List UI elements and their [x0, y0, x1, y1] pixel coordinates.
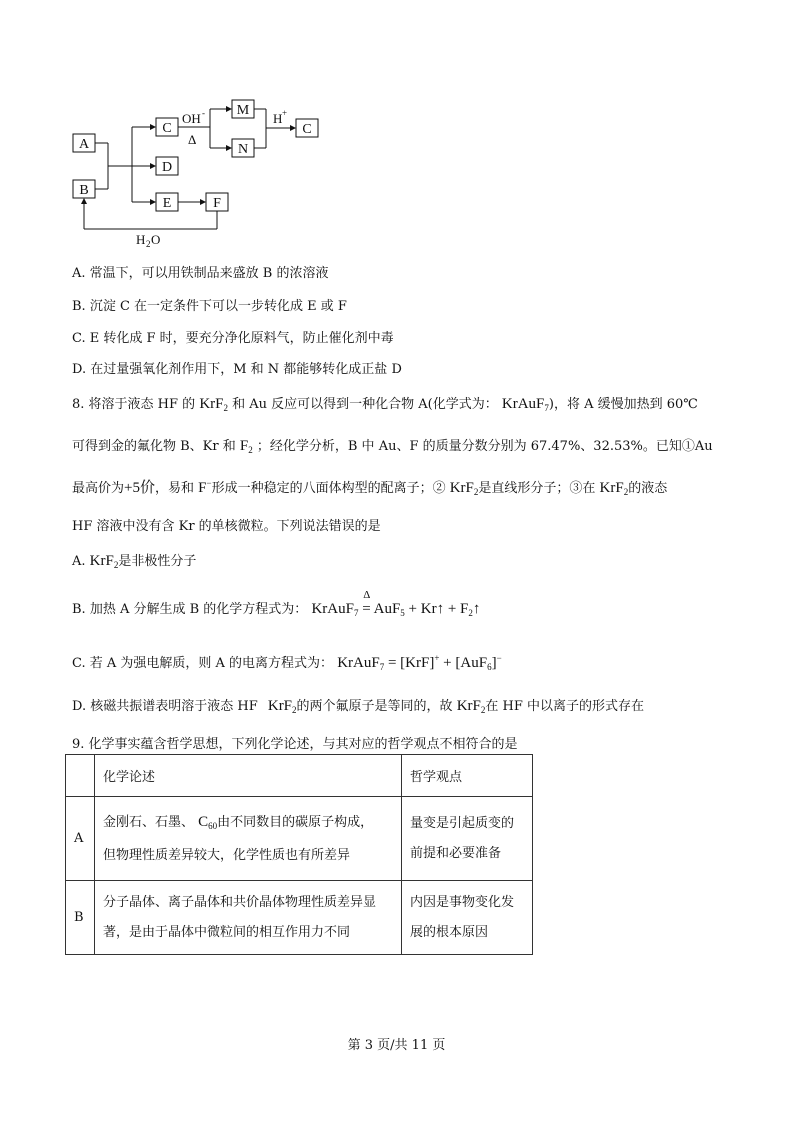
- water-h: H: [136, 232, 146, 247]
- q8-line-3: 最高价为+5价，易和 F−形成一种稳定的八面体构型的配离子；② KrF$_2$是直线形分子；③在 KrF$_2$的液态: [72, 478, 668, 497]
- row-statement: 金刚石、石墨、 $C_{60}$由不同数目的碳原子构成， 但物理性质差异较大，化学性质也有所差异: [95, 797, 402, 881]
- krf2-formula: KrF$_2$: [267, 698, 297, 715]
- q8-line-4: HF 溶液中没有含 Kr 的单核微粒。下列说法错误的是: [72, 519, 381, 534]
- node-c2: C: [302, 122, 312, 137]
- f2-formula: $F_2$: [239, 438, 253, 455]
- reaction-diagram: [60, 92, 340, 256]
- node-m: M: [236, 103, 250, 118]
- node-c: C: [162, 121, 172, 136]
- f-ion: F−: [198, 478, 212, 496]
- heat-symbol: Δ: [363, 589, 371, 601]
- q7-option-d: D. 在过量强氧化剂作用下，M 和 N 都能够转化成正盐 D: [72, 362, 402, 377]
- table-row: [66, 797, 533, 881]
- node-e: E: [162, 196, 172, 211]
- krf2-formula: KrF$_2$: [89, 553, 119, 570]
- ionization-equation: KrAuF$_7$ = [KrF]+ + [AuF$_6$]−: [337, 653, 502, 672]
- q8-option-d: D. 核磁共振谱表明溶于液态 HF KrF$_2$的两个氟原子是等同的，故 KrF$_2$在 HF 中以离子的形式存在: [72, 698, 644, 715]
- row-view: 量变是引起质变的 前提和必要准备: [402, 797, 533, 881]
- row-view: 内因是事物变化发 展的根本原因: [402, 881, 533, 955]
- node-f: F: [213, 196, 221, 211]
- water-sub: 2: [146, 239, 151, 249]
- q8-option-a: A. KrF$_2$是非极性分子: [72, 553, 197, 570]
- q8-line-1: 8. 将溶于液态 HF 的 KrF$_2$ 和 Au 反应可以得到一种化合物 A(化学式为： KrAuF$_7$)，将 A 缓慢加热到 60℃: [72, 396, 698, 413]
- krf2-formula: KrF$_2$: [456, 698, 486, 715]
- reagent-oh-sup: -: [202, 108, 205, 118]
- table-row: [66, 881, 533, 955]
- krf2-formula: KrF$_2$: [599, 480, 629, 497]
- q7-option-a: A. 常温下，可以用铁制品来盛放 B 的浓溶液: [72, 266, 329, 281]
- q8-option-b: B. 加热 A 分解生成 B 的化学方程式为： KrAuF$_7$ Δ = AuF$_5$ + Kr↑ + $F_2↑$: [72, 589, 481, 618]
- reagent-h-sup: +: [282, 108, 288, 118]
- reagent-oh: OH: [182, 111, 201, 126]
- table-header-view: 哲学观点: [402, 755, 533, 797]
- c60-formula: $C_{60}$: [198, 813, 218, 831]
- water-o: O: [151, 232, 161, 247]
- node-d: D: [161, 160, 173, 175]
- krf2-formula: KrF$_2$: [199, 396, 228, 413]
- table-header-blank: [66, 755, 95, 797]
- node-b: B: [79, 183, 89, 198]
- row-statement: 分子晶体、离子晶体和共价晶体物理性质差异显 著，是由于晶体中微粒间的相互作用力不同: [95, 881, 402, 955]
- q7-option-c: C. E 转化成 F 时，要充分净化原料气，防止催化剂中毒: [72, 331, 394, 346]
- row-label: B: [66, 881, 95, 955]
- q8-line-2: 可得到金的氟化物 B、Kr 和 $F_2$ ；经化学分析，B 中 Au、F 的质量分数分别为 67.47%、32.53%。已知①Au: [72, 438, 713, 455]
- heat-symbol: Δ: [188, 132, 197, 147]
- krf2-formula: KrF$_2$: [449, 480, 479, 497]
- kraufo7-formula: KrAuF$_7$: [501, 396, 549, 413]
- node-n: N: [237, 142, 249, 157]
- table-header-row: [66, 755, 533, 797]
- node-a: A: [78, 137, 90, 152]
- row-label: A: [66, 797, 95, 881]
- q7-option-b: B. 沉淀 C 在一定条件下可以一步转化成 E 或 F: [72, 299, 347, 314]
- q9-table: [65, 754, 533, 955]
- reagent-h: H: [273, 111, 283, 126]
- table-header-statement: 化学论述: [95, 755, 402, 797]
- q8-option-c: C. 若 A 为强电解质，则 A 的电离方程式为： KrAuF$_7$ = [KrF]+ + [AuF$_6$]−: [72, 653, 502, 672]
- q9-stem: 9. 化学事实蕴含哲学思想，下列化学论述，与其对应的哲学观点不相符合的是: [72, 737, 518, 752]
- decomposition-equation: KrAuF$_7$ Δ = AuF$_5$ + Kr↑ + $F_2↑$: [311, 589, 481, 618]
- page-footer: 第 3 页/共 11 页: [347, 1038, 446, 1053]
- reaction-diagram-svg: [60, 92, 340, 252]
